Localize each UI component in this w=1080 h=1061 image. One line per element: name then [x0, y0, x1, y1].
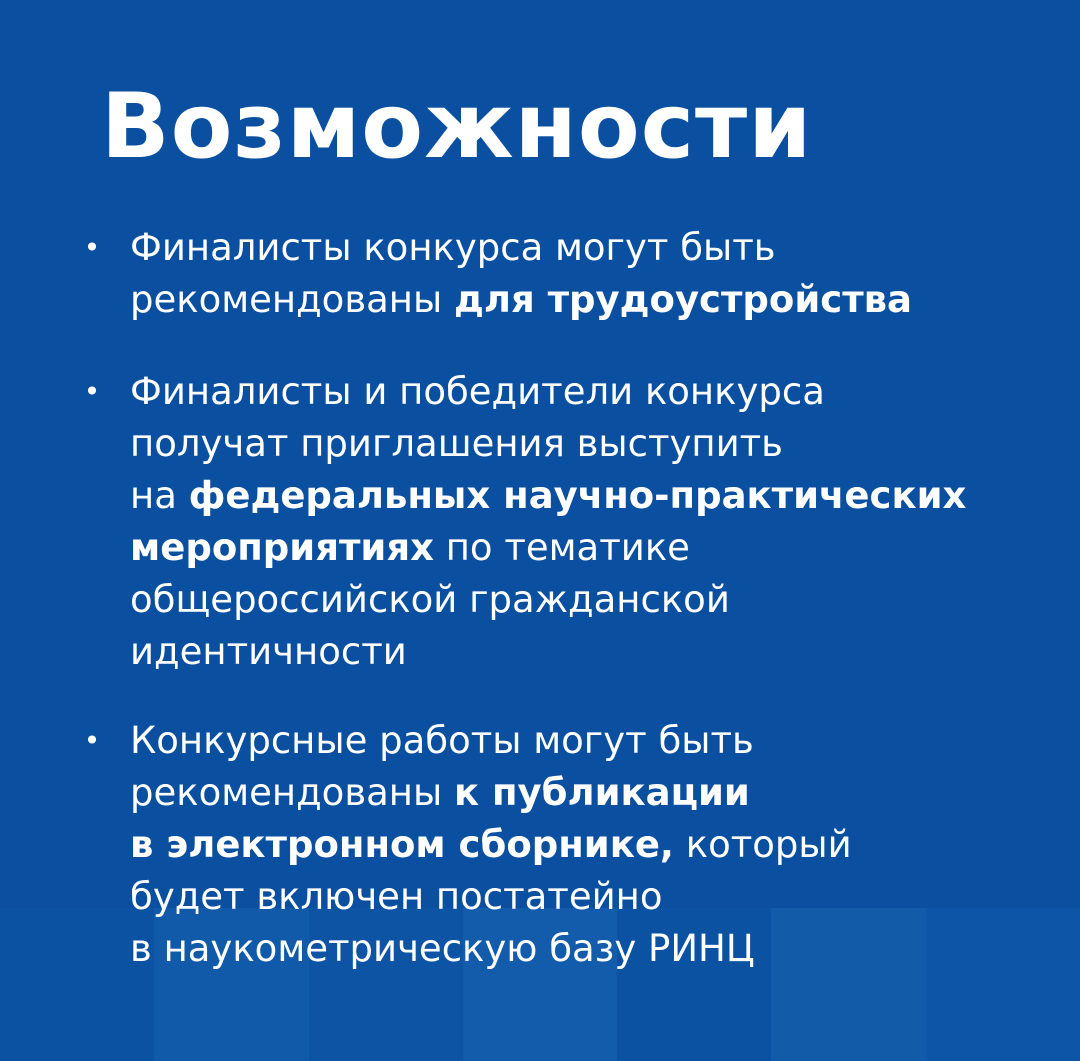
text-line: [130, 522, 1070, 574]
text-segment: рекомендованы: [130, 771, 454, 814]
bullet-icon: •: [83, 724, 101, 757]
text-line: [130, 819, 1070, 871]
text-line: будет включен постатейно: [130, 875, 663, 918]
text-line: [130, 274, 1070, 326]
text-line: идентичности: [130, 630, 407, 673]
text-line: Конкурсные работы могут быть: [130, 719, 754, 762]
highlight-text: мероприятиях: [130, 526, 434, 569]
feature-text: [130, 222, 1070, 326]
text-segment: который: [673, 823, 852, 866]
page-title: Возможности: [101, 74, 813, 179]
bullet-icon: •: [83, 231, 101, 264]
text-line: в наукометрическую базу РИНЦ: [130, 927, 755, 970]
text-line: Финалисты конкурса могут быть: [130, 226, 776, 269]
text-segment: на: [130, 474, 189, 517]
highlight-text: для трудоустройства: [453, 278, 913, 321]
text-line: получат приглашения выступить: [130, 422, 783, 465]
text-segment: рекомендованы: [130, 278, 454, 321]
text-line: [130, 470, 1070, 522]
text-segment: по тематике: [433, 526, 690, 569]
highlight-text: к публикации: [453, 771, 750, 814]
bullet-icon: •: [83, 375, 101, 408]
highlight-text: в электронном сборнике,: [130, 823, 674, 866]
highlight-text: федеральных научно-практических: [188, 474, 967, 517]
text-line: Финалисты и победители конкурса: [130, 370, 825, 413]
feature-text: [130, 366, 1070, 678]
feature-text: [130, 715, 1070, 975]
text-line: общероссийской гражданской: [130, 578, 730, 621]
text-line: [130, 767, 1070, 819]
